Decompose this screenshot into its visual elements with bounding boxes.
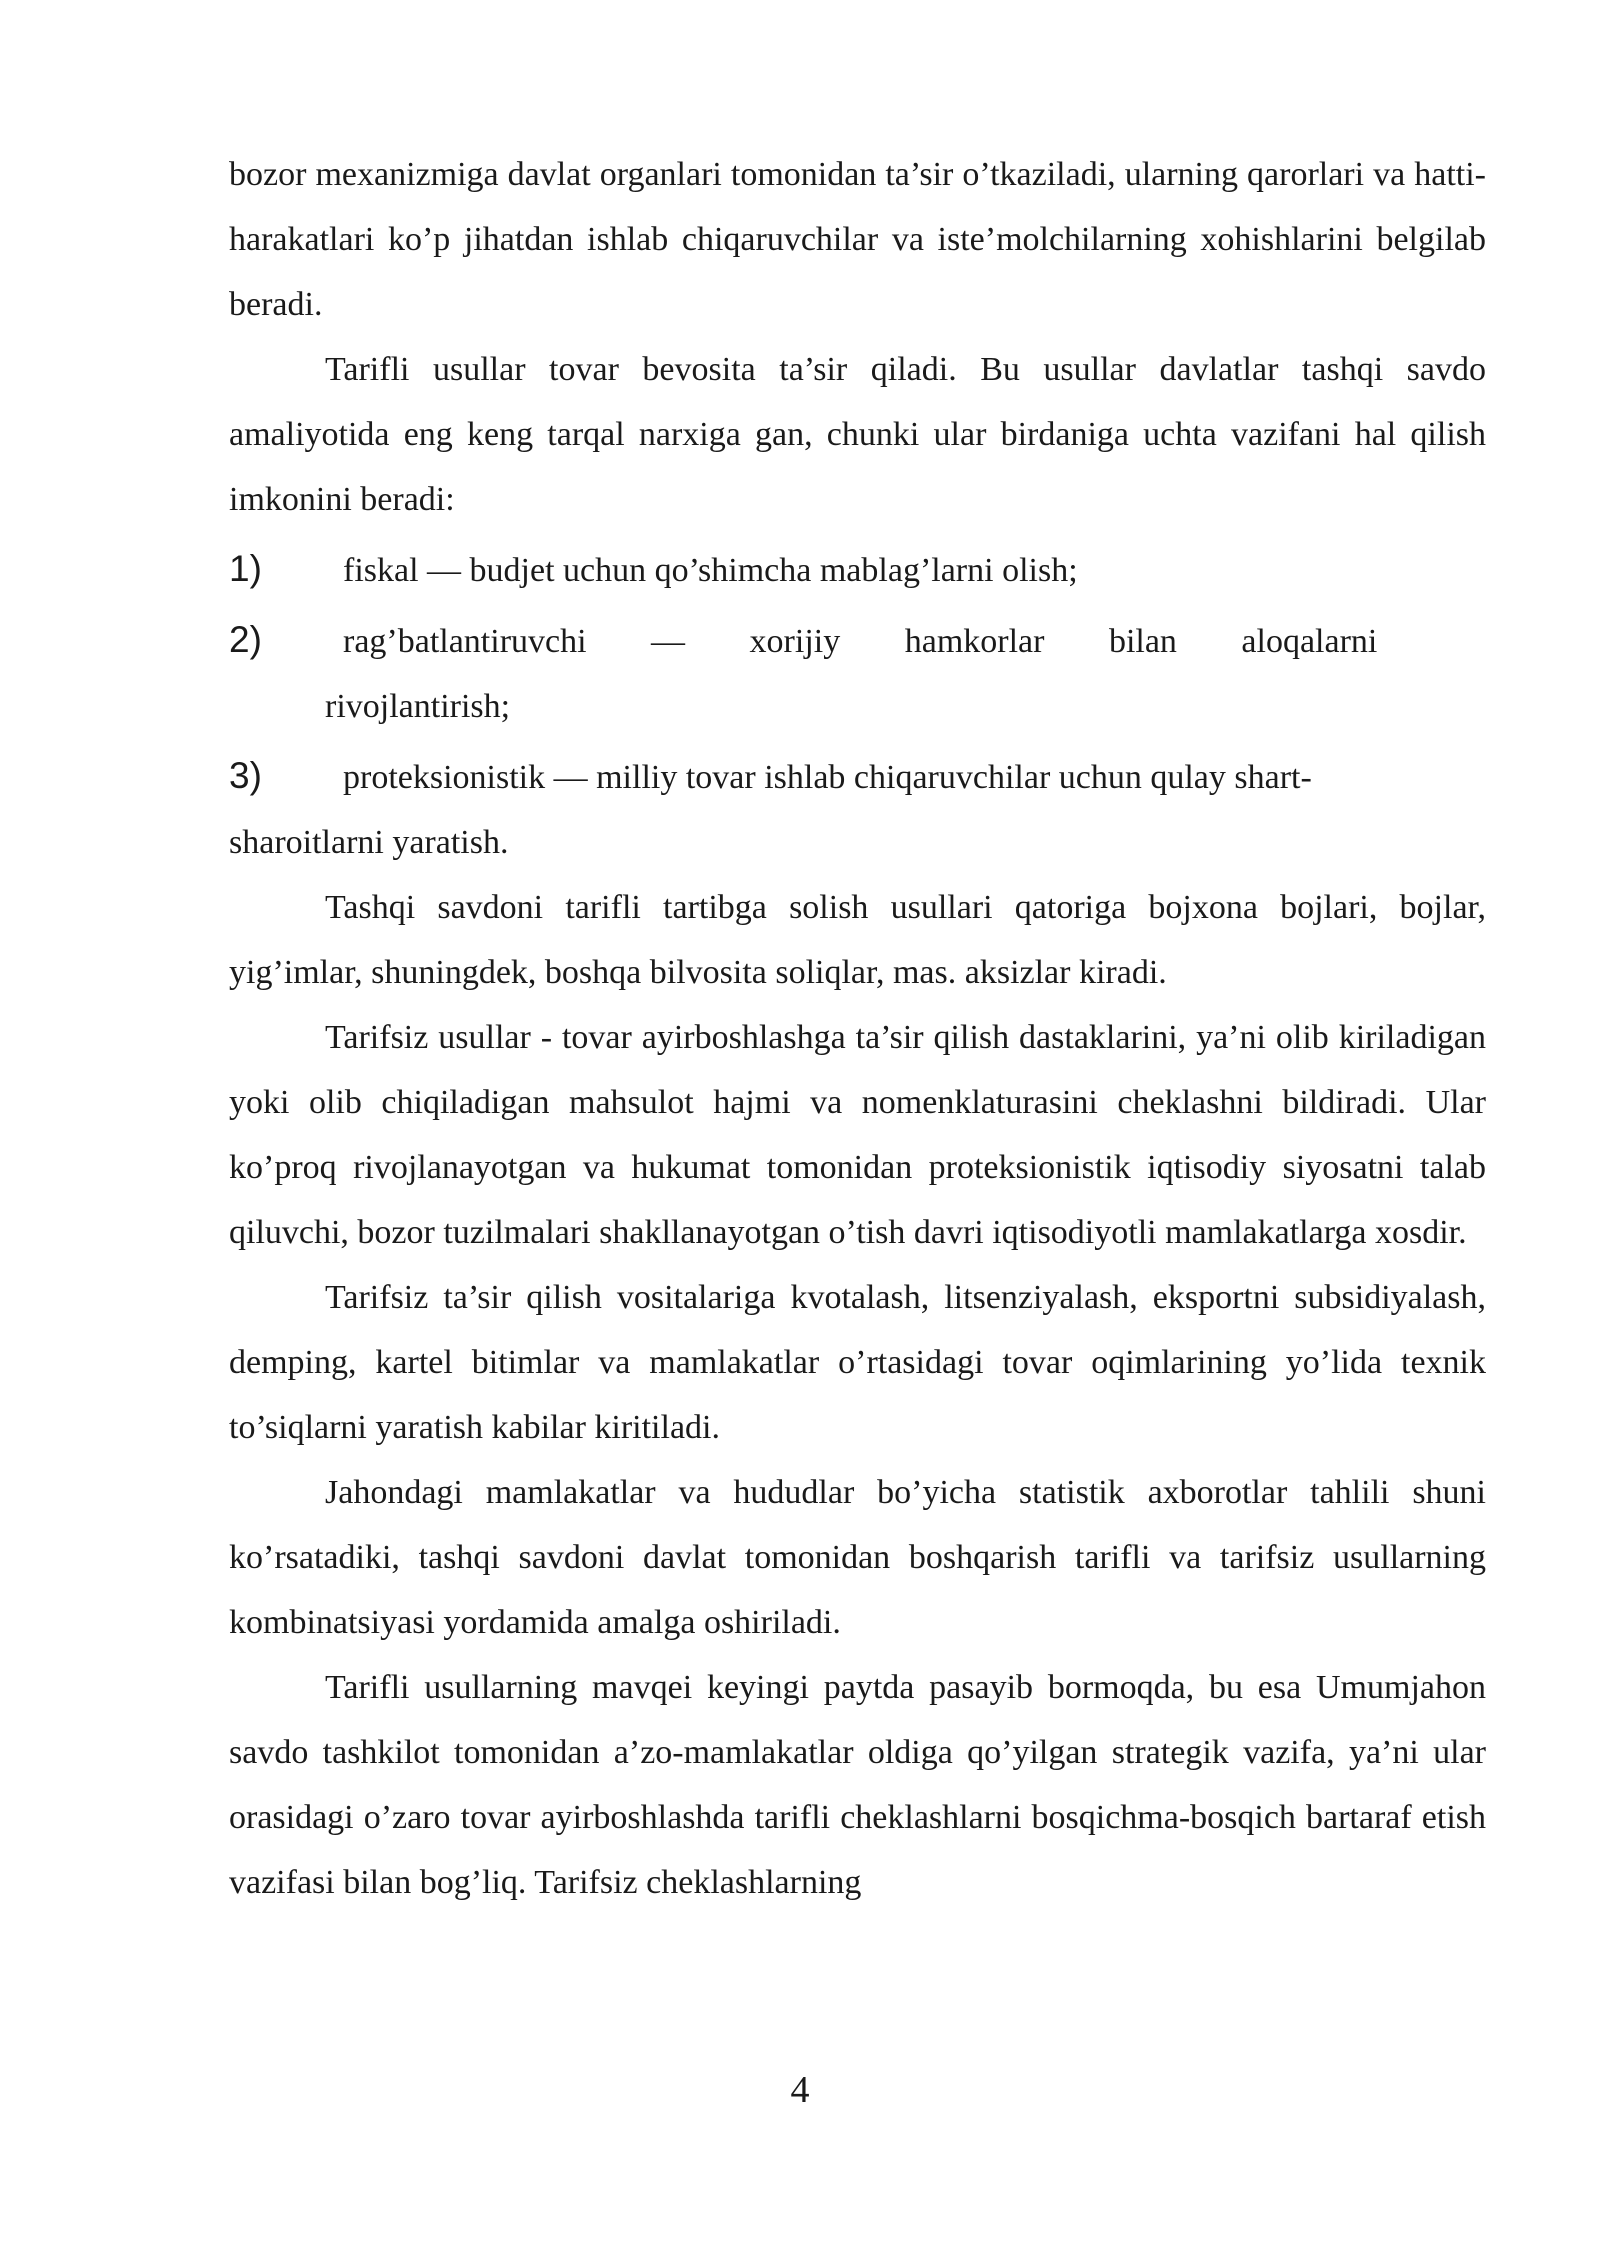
paragraph-5: Tarifsiz ta’sir qilish vositalariga kvotalash, litsenziyalash, eksportni subsidiyalash, demping, kartel bitimlar va mamlakatlar o’rtasidagi tovar oqimlarining yo’lida texnik to’siqlarni yaratish kabilar kiritiladi. (229, 1279, 1486, 1446)
list-text: proteksionistik — milliy tovar ishlab chiqaruvchilar uchun qulay shart- (343, 759, 1312, 796)
paragraph-1: bozor mexanizmiga davlat organlari tomonidan ta’sir o’tkaziladi, ularning qarorlari va hatti-harakatlari ko’p jihatdan ishlab chiqaruvchilar va iste’molchilarning xohishlarini belgilab beradi. (229, 156, 1486, 323)
paragraph-7: Tarifli usullarning mavqei keyingi paytda pasayib bormoqda, bu esa Umumjahon savdo tashkilot tomonidan a’zo-mamlakatlar oldiga qo’yilgan strategik vazifa, ya’ni ular orasidagi o’zaro tovar ayirboshlashda tarifli cheklashlarni bosqichma-bosqich bartaraf etish vazifasi bilan bog’liq. Tarifsiz cheklashlarning (229, 1669, 1486, 1901)
list-number: 2) (229, 619, 262, 660)
paragraph-6: Jahondagi mamlakatlar va hududlar bo’yicha statistik axborotlar tahlili shuni ko’rsatadiki, tashqi savdoni davlat tomonidan boshqarish tarifli va tarifsiz usullarning kombinatsiyasi yordamida amalga oshiriladi. (229, 1474, 1486, 1641)
page-number: 4 (790, 2069, 810, 2111)
list-item-1 (229, 536, 1486, 603)
paragraph-3: Tashqi savdoni tarifli tartibga solish usullari qatoriga bojxona bojlari, bojlar, yig’imlar, shuningdek, boshqa bilvosita soliqlar, mas. aksizlar kiradi. (229, 889, 1486, 991)
list-text: rag’batlantiruvchi — xorijiy hamkorlar bilan aloqalarni (343, 623, 1378, 660)
list-text-continuation: rivojlantirish; (325, 688, 511, 725)
list-number: 1) (229, 548, 262, 589)
list-number: 3) (229, 755, 262, 796)
list-item-2 (229, 607, 1486, 739)
list-text: fiskal — budjet uchun qo’shimcha mablag’larni olish; (343, 552, 1078, 589)
list-item-3 (229, 743, 1486, 875)
paragraph-2: Tarifli usullar tovar bevosita ta’sir qiladi. Bu usullar davlatlar tashqi savdo amaliyotida eng keng tarqal narxiga gan, chunki ular birdaniga uchta vazifani hal qilish imkonini beradi: (229, 351, 1486, 518)
paragraph-4: Tarifsiz usullar - tovar ayirboshlashga ta’sir qilish dastaklarini, ya’ni olib kiriladigan yoki olib chiqiladigan mahsulot hajmi va nomenklaturasini cheklashni bildiradi. Ular ko’proq rivojlanayotgan va hukumat tomonidan proteksionistik iqtisodiy siyosatni talab qiluvchi, bozor tuzilmalari shakllanayotgan o’tish davri iqtisodiyotli mamlakatlarga xosdir. (229, 1019, 1486, 1251)
document-page (229, 142, 1486, 1915)
list-text-continuation: sharoitlarni yaratish. (229, 824, 509, 861)
